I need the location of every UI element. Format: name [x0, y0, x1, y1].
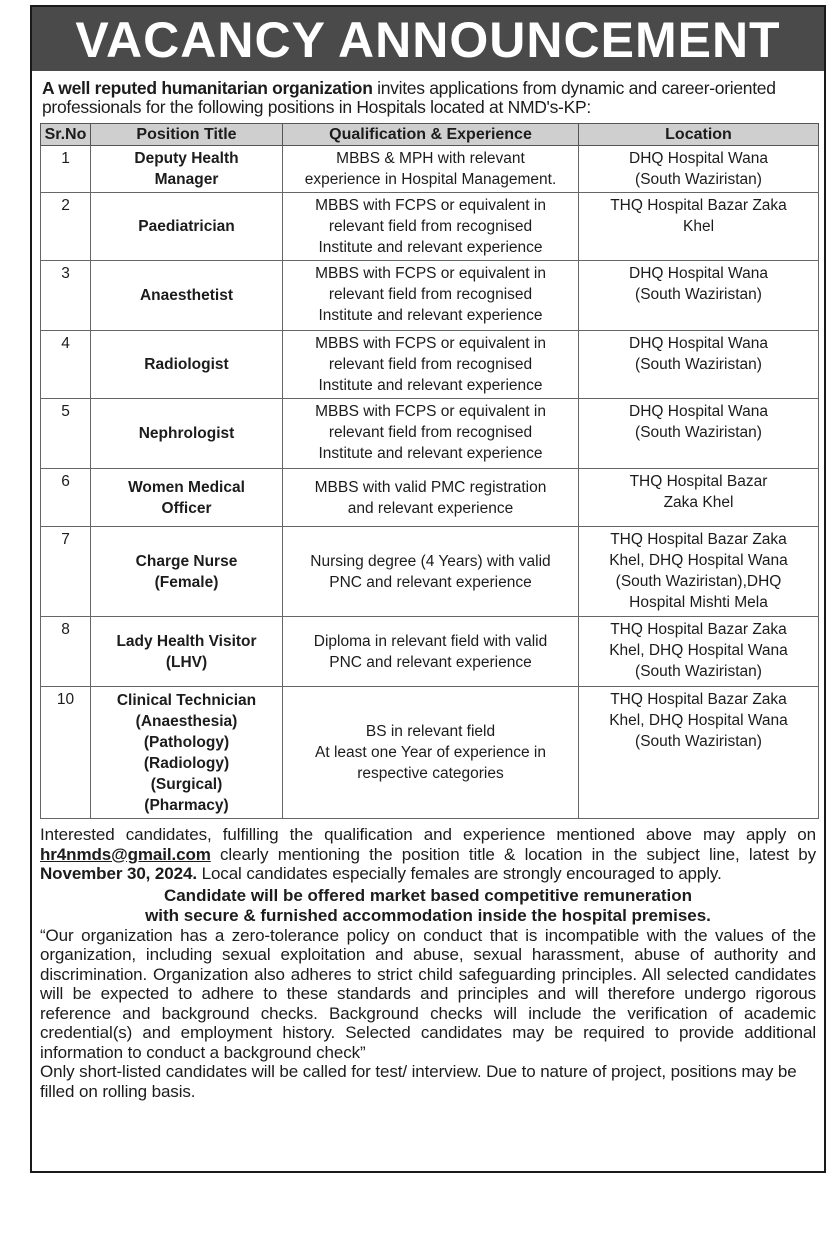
- table-row: [41, 399, 819, 469]
- location-cell-line: Khel: [682, 218, 715, 235]
- position-title-cell-line: Charge Nurse: [135, 552, 238, 570]
- location-cell-line: Zaka Khel: [663, 494, 734, 511]
- position-title-cell: [91, 527, 283, 617]
- qualification-cell-line: MBBS with FCPS or equivalent in: [315, 197, 546, 214]
- location-cell-line: THQ Hospital Bazar: [629, 473, 768, 490]
- table-row: [41, 527, 819, 617]
- position-title-cell-line: (LHV): [165, 653, 208, 671]
- header-sr-no: Sr.No: [41, 124, 91, 146]
- location-cell-line: DHQ Hospital Wana: [629, 150, 768, 167]
- apply-text-2: clearly mentioning the position title & location in the subject line, latest by: [210, 844, 816, 864]
- qualification-cell-line: MBBS & MPH with relevant: [336, 150, 525, 167]
- header-qualification: Qualification & Experience: [283, 124, 579, 146]
- sr-no-cell: 8: [41, 617, 91, 687]
- qualification-cell-line: relevant field from recognised: [328, 286, 533, 303]
- qualification-cell-line: experience in Hospital Management.: [304, 171, 557, 188]
- intro-text: invites applications from dynamic and career-oriented professionals for the following positions in Hospitals located at NMD's-KP:: [42, 78, 776, 117]
- remuneration-line-1: Candidate will be offered market based competitive remuneration: [163, 885, 693, 905]
- qualification-cell-line: MBBS with FCPS or equivalent in: [315, 403, 546, 420]
- location-cell: [579, 617, 819, 687]
- position-title-cell-line: (Anaesthesia): [135, 712, 238, 730]
- qualification-cell-line: PNC and relevant experience: [329, 573, 532, 591]
- position-title-cell: [91, 261, 283, 331]
- qualification-cell-line: BS in relevant field: [365, 723, 496, 740]
- vacancy-advertisement: [30, 5, 826, 1173]
- qualification-cell-line: Institute and relevant experience: [318, 377, 543, 394]
- position-title-cell-line: (Surgical): [150, 775, 223, 793]
- qualification-cell-line: MBBS with FCPS or equivalent in: [315, 265, 546, 282]
- position-title-cell: [91, 193, 283, 261]
- position-title-cell: [91, 399, 283, 469]
- position-title-cell-line: Deputy Health: [134, 150, 239, 167]
- location-cell: [579, 399, 819, 469]
- location-cell-line: (South Waziristan): [635, 286, 762, 303]
- qualification-cell-line: and relevant experience: [347, 499, 514, 517]
- sr-no-cell: 10: [41, 687, 91, 819]
- qualification-cell: [283, 399, 579, 469]
- position-title-cell-line: (Pharmacy): [144, 796, 229, 814]
- location-cell: [579, 146, 819, 193]
- location-cell-line: (South Waziristan): [635, 356, 762, 373]
- qualification-cell: [283, 193, 579, 261]
- location-cell-line: (South Waziristan): [635, 171, 762, 188]
- position-title-cell-line: Women Medical: [128, 478, 245, 496]
- sr-no-cell: 5: [41, 399, 91, 469]
- conduct-policy: “Our organization has a zero-tolerance policy on conduct that is incompatible with the values of the organization, including sexual exploitation and abuse, sexual harassment, abuse of authority and discrimination. Organization also adheres to strict child safeguarding principles. All selected candidates will be expected to adhere to these standards and principles and will therefore undergo rigorous reference and background checks. Background checks will include the verification of academic credential(s) and employment history. Selected candidates may be required to provide additional information to conduct a background check”: [40, 925, 816, 1062]
- sr-no-cell: 2: [41, 193, 91, 261]
- header-location: Location: [579, 124, 819, 146]
- qualification-cell: [283, 527, 579, 617]
- sr-no-cell: 6: [41, 469, 91, 527]
- position-title-cell-line: (Radiology): [143, 754, 230, 772]
- qualification-cell-line: MBBS with valid PMC registration: [314, 478, 547, 496]
- header-position-title: Position Title: [91, 124, 283, 146]
- qualification-cell-line: MBBS with FCPS or equivalent in: [315, 335, 546, 352]
- location-cell-line: (South Waziristan): [635, 733, 762, 750]
- table-header-row: [41, 124, 819, 146]
- remuneration-note: [32, 886, 824, 926]
- table-row: [41, 146, 819, 193]
- location-cell-line: THQ Hospital Bazar Zaka: [610, 691, 787, 708]
- qualification-cell: [283, 617, 579, 687]
- qualification-cell-line: Institute and relevant experience: [318, 239, 543, 256]
- banner-title: VACANCY ANNOUNCEMENT: [32, 7, 824, 71]
- location-cell-line: Khel, DHQ Hospital Wana: [609, 712, 788, 729]
- qualification-cell-line: Nursing degree (4 Years) with valid: [310, 552, 551, 570]
- position-title-cell-line: Anaesthetist: [139, 287, 234, 304]
- qualification-cell: [283, 146, 579, 193]
- location-cell-line: (South Waziristan): [635, 424, 762, 441]
- apply-deadline: November 30, 2024.: [40, 864, 197, 883]
- location-cell: [579, 331, 819, 399]
- location-cell-line: (South Waziristan): [635, 663, 762, 680]
- qualification-cell-line: relevant field from recognised: [328, 218, 533, 235]
- qualification-cell: [283, 331, 579, 399]
- location-cell-line: Khel, DHQ Hospital Wana: [609, 552, 788, 569]
- position-title-cell-line: Nephrologist: [138, 425, 235, 442]
- position-title-cell-line: Manager: [154, 171, 219, 188]
- position-title-cell-line: Paediatrician: [138, 218, 235, 235]
- table-row: [41, 331, 819, 399]
- position-title-cell: [91, 687, 283, 819]
- position-title-cell-line: (Pathology): [143, 733, 230, 751]
- shortlist-note: Only short-listed candidates will be called for test/ interview. Due to nature of project, positions may be filled on rolling basis.: [40, 1062, 797, 1101]
- position-title-cell-line: Officer: [161, 499, 212, 517]
- qualification-cell-line: relevant field from recognised: [328, 424, 533, 441]
- qualification-cell: [283, 687, 579, 819]
- location-cell-line: (South Waziristan),DHQ: [615, 573, 782, 590]
- sr-no-cell: 3: [41, 261, 91, 331]
- qualification-cell-line: Institute and relevant experience: [318, 307, 543, 324]
- position-title-cell-line: (Female): [154, 573, 219, 591]
- qualification-cell: [283, 469, 579, 527]
- vacancy-table: [40, 123, 819, 819]
- location-cell-line: Hospital Mishti Mela: [629, 594, 768, 611]
- location-cell-line: DHQ Hospital Wana: [629, 335, 768, 352]
- table-row: [41, 469, 819, 527]
- location-cell-line: THQ Hospital Bazar Zaka: [610, 621, 787, 638]
- position-title-cell-line: Lady Health Visitor: [116, 632, 257, 650]
- qualification-cell-line: PNC and relevant experience: [329, 653, 532, 671]
- position-title-cell: [91, 617, 283, 687]
- qualification-cell-line: At least one Year of experience in: [315, 744, 546, 761]
- sr-no-cell: 4: [41, 331, 91, 399]
- location-cell: [579, 687, 819, 819]
- location-cell-line: DHQ Hospital Wana: [629, 403, 768, 420]
- position-title-cell-line: Clinical Technician: [116, 691, 257, 709]
- table-row: [41, 617, 819, 687]
- location-cell-line: DHQ Hospital Wana: [629, 265, 768, 282]
- qualification-cell-line: respective categories: [357, 765, 504, 782]
- intro-paragraph: [32, 71, 824, 117]
- table-row: [41, 193, 819, 261]
- position-title-cell-line: Radiologist: [144, 356, 229, 373]
- apply-text-3: Local candidates especially females are strongly encouraged to apply.: [196, 864, 722, 883]
- position-title-cell: [91, 469, 283, 527]
- table-row: [41, 261, 819, 331]
- table-row: [41, 687, 819, 819]
- position-title-cell: [91, 331, 283, 399]
- sr-no-cell: 1: [41, 146, 91, 193]
- location-cell-line: THQ Hospital Bazar Zaka: [610, 197, 787, 214]
- position-title-cell: [91, 146, 283, 193]
- qualification-cell: [283, 261, 579, 331]
- apply-text-1: Interested candidates, fulfilling the qualification and experience mentioned above may apply on: [40, 825, 816, 844]
- intro-org-name: A well reputed humanitarian organization: [42, 78, 373, 98]
- remuneration-line-2: with secure & furnished accommodation inside the hospital premises.: [145, 905, 711, 925]
- location-cell: [579, 193, 819, 261]
- location-cell-line: Khel, DHQ Hospital Wana: [609, 642, 788, 659]
- location-cell: [579, 261, 819, 331]
- location-cell: [579, 527, 819, 617]
- qualification-cell-line: Institute and relevant experience: [318, 445, 543, 462]
- apply-email[interactable]: hr4nmds@gmail.com: [40, 844, 211, 864]
- application-instructions: [32, 819, 824, 884]
- qualification-cell-line: relevant field from recognised: [328, 356, 533, 373]
- location-cell-line: THQ Hospital Bazar Zaka: [610, 531, 787, 548]
- sr-no-cell: 7: [41, 527, 91, 617]
- qualification-cell-line: Diploma in relevant field with valid: [313, 632, 548, 650]
- location-cell: [579, 469, 819, 527]
